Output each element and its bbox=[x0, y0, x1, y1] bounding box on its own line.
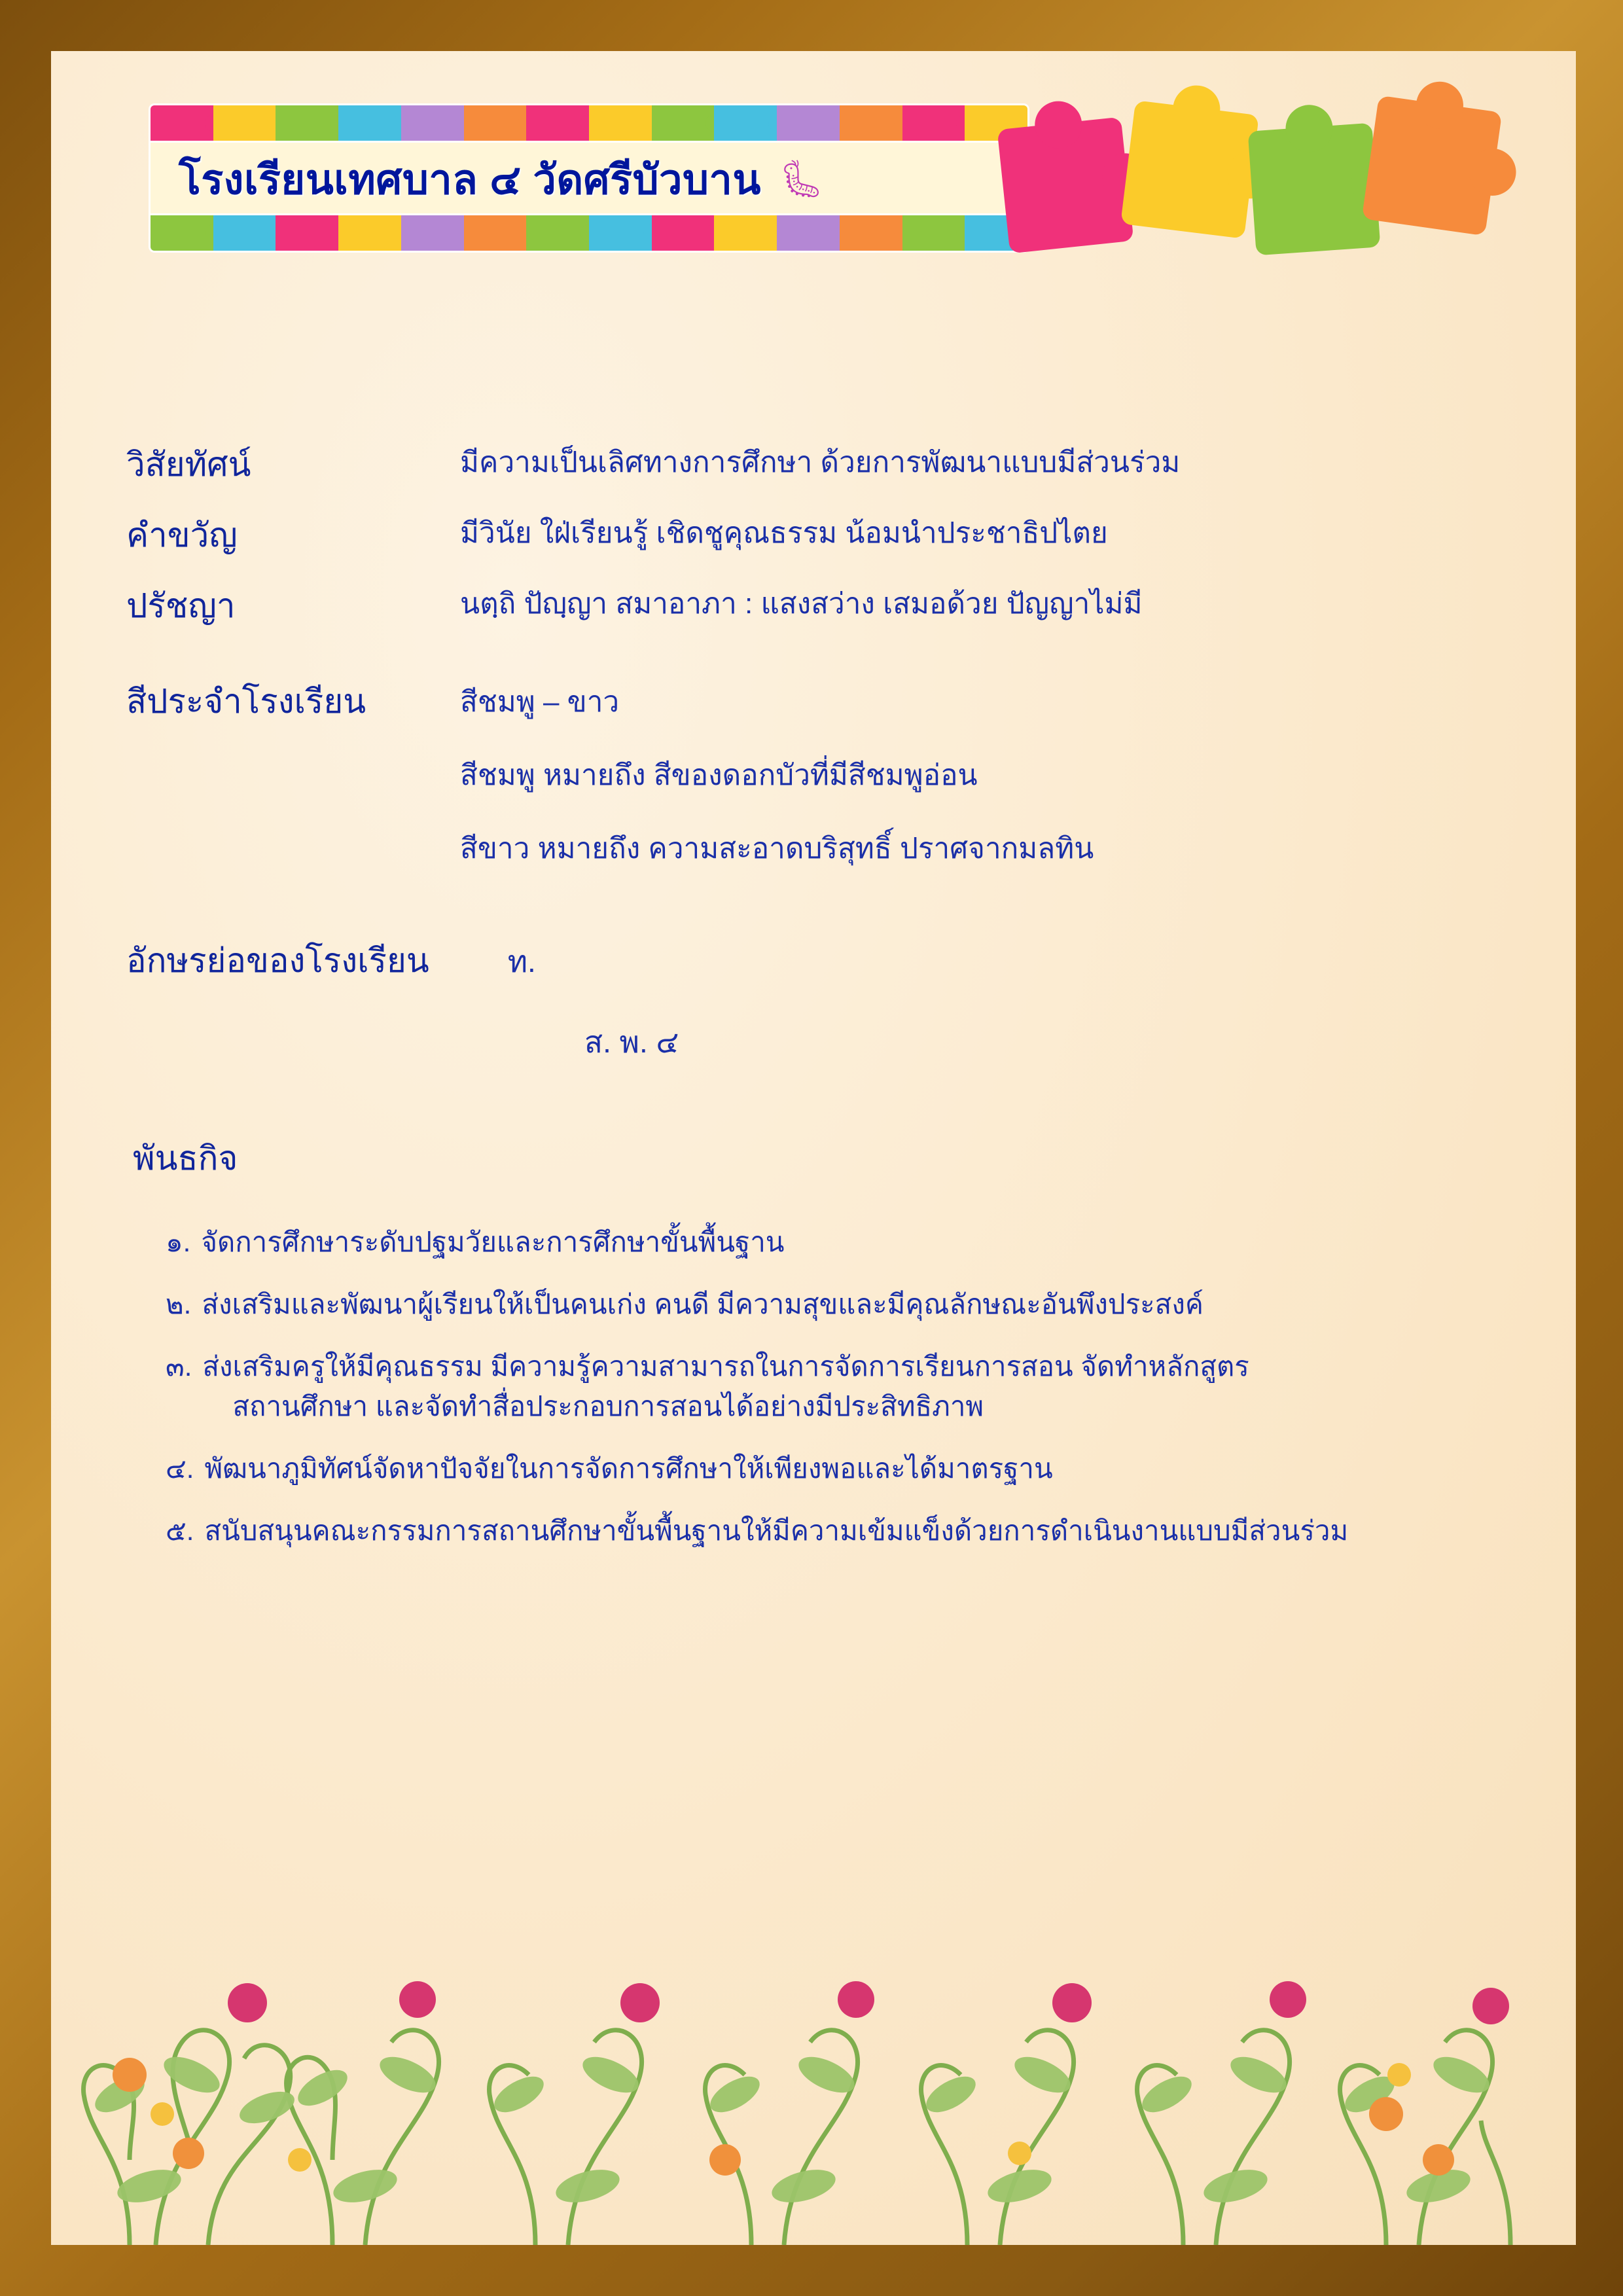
school-colors-block bbox=[51, 675, 1576, 871]
mission-item-text: สนับสนุนคณะกรรมการสถานศึกษาขั้นพื้นฐานให้มีความเข้มแข็งด้วยการดำเนินงานแบบมีส่วนร่วม bbox=[204, 1515, 1349, 1546]
puzzle-piece-green bbox=[1248, 123, 1381, 256]
motto-row bbox=[51, 514, 1576, 556]
mission-item bbox=[166, 1347, 1497, 1427]
mission-item bbox=[166, 1223, 1497, 1263]
vision-row bbox=[51, 444, 1576, 486]
abbreviation-block bbox=[51, 934, 1576, 1066]
mission-item bbox=[166, 1511, 1497, 1551]
document-content bbox=[51, 444, 1576, 1573]
puzzle-piece-yellow bbox=[1120, 100, 1259, 239]
mission-item-number: ๕. bbox=[166, 1515, 194, 1546]
mission-item bbox=[166, 1285, 1497, 1325]
floral-footer-decoration bbox=[51, 1878, 1576, 2245]
mission-item-text: ส่งเสริมและพัฒนาผู้เรียนให้เป็นคนเก่ง คนดี มีความสุขและมีคุณลักษณะอันพึงประสงค์ bbox=[202, 1289, 1204, 1320]
mission-item-text: พัฒนาภูมิทัศน์จัดหาปัจจัยในการจัดการศึกษาให้เพียงพอและได้มาตรฐาน bbox=[204, 1452, 1053, 1484]
mission-item-text: จัดการศึกษาระดับปฐมวัยและการศึกษาขั้นพื้นฐาน bbox=[201, 1227, 785, 1258]
philosophy-row bbox=[51, 585, 1576, 627]
header-banner bbox=[100, 89, 1298, 262]
vision-label: วิสัยทัศน์ bbox=[126, 446, 251, 483]
puzzle-piece-orange bbox=[1362, 96, 1503, 236]
philosophy-value: นตฺถิ ปัญฺญา สมาอาภา : แสงสว่าง เสมอด้วย ปัญญาไม่มี bbox=[460, 587, 1143, 620]
abbreviation-line bbox=[126, 934, 1576, 987]
butterfly-icon: 🐛︎ bbox=[777, 158, 825, 200]
school-colors-line-1: สีชมพู – ขาว bbox=[460, 686, 620, 719]
mission-item-continuation: สถานศึกษา และจัดทำสื่อประกอบการสอนได้อย่างมีประสิทธิภาพ bbox=[232, 1390, 984, 1422]
page-inner bbox=[51, 51, 1576, 2245]
abbreviation-value-2: ส. พ. ๔ bbox=[584, 1025, 679, 1060]
mission-list bbox=[51, 1223, 1576, 1551]
school-colors-lines bbox=[460, 675, 1094, 871]
puzzle-piece-pink bbox=[997, 117, 1134, 254]
vision-value: มีความเป็นเลิศทางการศึกษา ด้วยการพัฒนาแบบมีส่วนร่วม bbox=[460, 446, 1181, 478]
abbreviation-label: อักษรย่อของโรงเรียน bbox=[126, 942, 429, 980]
school-colors-label: สีประจำโรงเรียน bbox=[126, 683, 366, 721]
mission-item-text: ส่งเสริมครูให้มีคุณธรรม มีความรู้ความสามารถในการจัดการเรียนการสอน จัดทำหลักสูตร bbox=[202, 1351, 1249, 1382]
school-colors-line-3: สีขาว หมายถึง ความสะอาดบริสุทธิ์ ปราศจากมลทิน bbox=[460, 833, 1094, 865]
puzzle-row-bottom bbox=[151, 215, 1027, 251]
floral-svg bbox=[51, 1878, 1576, 2245]
mission-item bbox=[166, 1449, 1497, 1489]
school-name-text: โรงเรียนเทศบาล ๔ วัดศรีบัวบาน bbox=[179, 157, 761, 203]
abbreviation-value-1: ท. bbox=[507, 944, 536, 979]
decorative-puzzle-pieces bbox=[997, 93, 1494, 257]
school-title bbox=[179, 145, 990, 213]
mission-item-number: ๔. bbox=[166, 1452, 194, 1484]
mission-item-number: ๑. bbox=[166, 1227, 191, 1258]
puzzle-row-top bbox=[151, 105, 1027, 141]
mission-item-number: ๒. bbox=[166, 1289, 192, 1320]
school-colors-line-2: สีชมพู หมายถึง สีของดอกบัวที่มีสีชมพูอ่อน bbox=[460, 759, 978, 792]
motto-label: คำขวัญ bbox=[126, 516, 238, 554]
motto-value: มีวินัย ใฝ่เรียนรู้ เชิดชูคุณธรรม น้อมนำประชาธิปไตย bbox=[460, 516, 1108, 549]
philosophy-label: ปรัชญา bbox=[126, 586, 236, 624]
mission-item-number: ๓. bbox=[166, 1351, 192, 1382]
mission-heading: พันธกิจ bbox=[133, 1139, 238, 1177]
